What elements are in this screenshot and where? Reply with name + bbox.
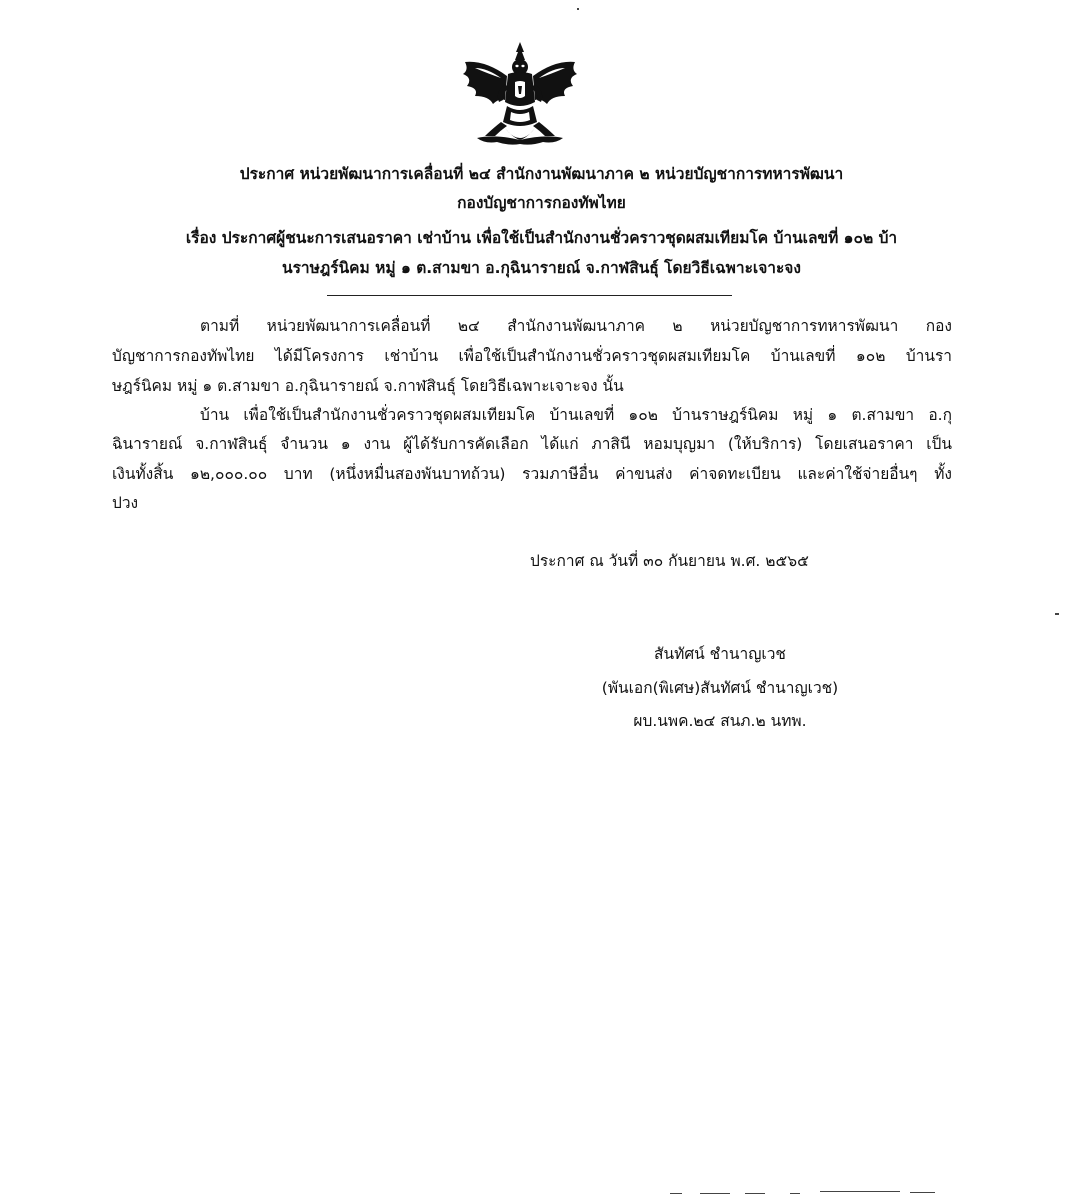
heading-line-4: นราษฎร์นิคม หมู่ ๑ ต.สามขา อ.กุฉินารายณ์ จ.กาฬสินธุ์ โดยวิธีเฉพาะเจาะจง <box>282 259 801 277</box>
heading-line-2: กองบัญชาการกองทัพไทย <box>457 194 626 212</box>
paragraph-1-line-3: ษฎร์นิคม หมู่ ๑ ต.สามขา อ.กุฉินารายณ์ จ.กาฬสินธุ์ โดยวิธีเฉพาะเจาะจง นั้น <box>112 377 624 395</box>
heading-line-1: ประกาศ หน่วยพัฒนาการเคลื่อนที่ ๒๔ สำนักงานพัฒนาภาค ๒ หน่วยบัญชาการทหารพัฒนา <box>239 165 844 183</box>
heading-line-3: เรื่อง ประกาศผู้ชนะการเสนอราคา เช่าบ้าน เพื่อใช้เป็นสำนักงานชั่วคราวชุดผสมเทียมโค บ้านเลขที่ ๑๐๒ บ้า <box>185 229 898 247</box>
signature-position: ผบ.นพค.๒๔ สนภ.๒ นทพ. <box>633 712 807 730</box>
paragraph-2-line-1: บ้าน เพื่อใช้เป็นสำนักงานชั่วคราวชุดผสมเทียมโค บ้านเลขที่ ๑๐๒ บ้านราษฎร์นิคม หมู่ ๑ ต.สามขา อ.กุ <box>200 406 952 424</box>
paragraph-1-line-2: บัญชาการกองทัพไทย ได้มีโครงการ เช่าบ้าน เพื่อใช้เป็นสำนักงานชั่วคราวชุดผสมเทียมโค บ้านเลขที่ ๑๐๒ บ้านรา <box>112 347 952 365</box>
paragraph-2-line-2: ฉินารายณ์ จ.กาฬสินธุ์ จำนวน ๑ งาน ผู้ได้รับการคัดเลือก ได้แก่ ภาสินี หอมบุญมา (ให้บริการ) โดยเสนอราคา เป็น <box>112 435 952 453</box>
announcement-date: ประกาศ ณ วันที่ ๓๐ กันยายน พ.ศ. ๒๕๖๕ <box>530 552 809 570</box>
paragraph-2-line-4: ปวง <box>112 494 139 512</box>
signature-name: สันทัศน์ ชำนาญเวช <box>654 645 786 663</box>
paragraph-1-line-1: ตามที่ หน่วยพัฒนาการเคลื่อนที่ ๒๔ สำนักงานพัฒนาภาค ๒ หน่วยบัญชาการทหารพัฒนา กอง <box>200 317 952 335</box>
heading-divider <box>327 295 732 296</box>
signature-full-name: (พันเอก(พิเศษ)สันทัศน์ ชำนาญเวช) <box>601 679 839 697</box>
garuda-emblem-icon <box>455 40 585 152</box>
paragraph-2-line-3: เงินทั้งสิ้น ๑๒,๐๐๐.๐๐ บาท (หนึ่งหมื่นสองพันบาทถ้วน) รวมภาษีอื่น ค่าขนส่ง ค่าจดทะเบียน และค่าใช้จ่ายอื่นๆ ทั้ง <box>112 465 952 483</box>
